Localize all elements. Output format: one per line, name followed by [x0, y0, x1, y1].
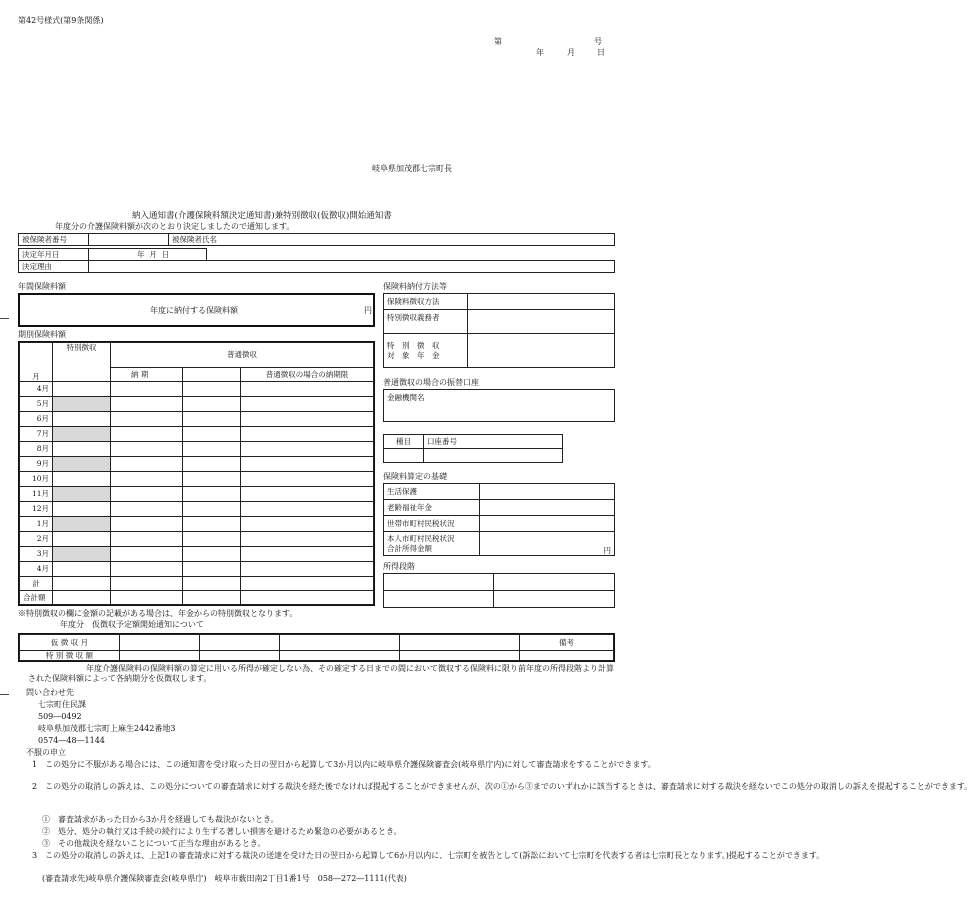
fold-mark: [0, 318, 9, 319]
period-special: [53, 547, 111, 562]
period-due-extra: [183, 502, 241, 517]
basis-household-label: 世帯市町村民税状況: [384, 516, 480, 532]
contact-phone: 0574―48―1144: [38, 736, 105, 745]
basis-income-value: 円: [480, 532, 615, 556]
method-value: [468, 294, 615, 310]
type-value: [384, 449, 424, 463]
method-label: 保険料徴収方法: [384, 294, 468, 310]
period-due: [111, 517, 183, 532]
provisional-table: [19, 634, 614, 661]
period-special: [53, 382, 111, 397]
issuer: 岐阜県加茂郡七宗町長: [372, 164, 452, 173]
decision-reason-value: [89, 261, 615, 273]
type-label: 種目: [384, 435, 424, 449]
period-month: 8月: [20, 442, 53, 457]
prov-amount-2: [200, 650, 280, 660]
target-pension-label: [384, 334, 468, 368]
period-total-row-cell: [111, 577, 183, 591]
remarks-label: 備考: [520, 635, 614, 651]
bank-table: [383, 389, 615, 422]
income-line-2: 合計所得金額: [387, 543, 432, 553]
normal-header: 普通徴収: [111, 343, 374, 368]
period-due: [111, 427, 183, 442]
stage-heading: 所得段階: [383, 562, 415, 571]
deadline-header: 普通徴収の場合の納期限: [241, 368, 374, 382]
appeal-p2: 2 この処分の取消しの訴えは、この処分についての審査請求に対する裁決を経た後でなければ提起することができませんが、次の①から③までのいずれかに該当するときは、審査請求に対する裁決を経ないでこの処分の取消しの訴えを提起することができます。: [32, 782, 972, 791]
obligor-value: [468, 310, 615, 334]
period-total-row-cell: [183, 577, 241, 591]
page-title: 納入通知書(介護保険料額決定通知書)兼特別徴収(仮徴収)開始通知書: [132, 211, 392, 221]
account-no-label: 口座番号: [424, 435, 563, 449]
target-line-1: 特 別 徴 収: [387, 341, 440, 351]
period-deadline: [241, 382, 374, 397]
period-due-extra: [183, 457, 241, 472]
period-deadline: [241, 412, 374, 427]
account-table: [383, 434, 563, 463]
period-due: [111, 487, 183, 502]
month-header: 月: [20, 343, 53, 382]
period-month: 4月: [20, 562, 53, 577]
appeal-item-3: ③ その他裁決を経ないことについて正当な理由があるとき。: [42, 839, 266, 848]
period-row: [20, 487, 374, 502]
period-month: 1月: [20, 517, 53, 532]
contact-address: 岐阜県加茂郡七宗町上麻生2442番地3: [38, 724, 176, 733]
decision-month: 月: [149, 249, 157, 259]
prov-amount-3: [280, 650, 400, 660]
prov-month-4: [400, 635, 520, 651]
basis-pension-value: [480, 500, 615, 516]
period-heading: 期別保険料額: [18, 330, 66, 339]
period-due-extra: [183, 517, 241, 532]
decision-reason-label: 決定理由: [19, 261, 89, 273]
provisional-month-label: 仮 徴 収 月: [20, 635, 120, 651]
period-row: [20, 427, 374, 442]
prov-amount-1: [120, 650, 200, 660]
period-special: [53, 397, 111, 412]
basis-household-value: [480, 516, 615, 532]
period-total-row: [20, 577, 374, 591]
period-special: [53, 517, 111, 532]
period-month: 3月: [20, 547, 53, 562]
contact-dept: 七宗町住民課: [38, 700, 86, 709]
institution-label: 金融機関名: [384, 390, 615, 406]
period-due-extra: [183, 427, 241, 442]
date-month: 月: [567, 48, 575, 57]
period-grand-total-row-cell: [183, 591, 241, 605]
period-due: [111, 532, 183, 547]
period-due-extra: [183, 547, 241, 562]
form-number: 第42号様式(第9条関係): [18, 16, 104, 25]
period-special: [53, 502, 111, 517]
stage-cell-1: [384, 574, 494, 591]
basis-table: [383, 483, 615, 556]
period-row: [20, 412, 374, 427]
period-month: 7月: [20, 427, 53, 442]
income-line-1: 本人市町村民税状況: [387, 534, 455, 544]
basis-welfare-value: [480, 484, 615, 500]
decision-date-label: 決定年月日: [19, 249, 89, 261]
period-total-row-label: 計: [20, 577, 53, 591]
date-year: 年: [536, 48, 544, 57]
period-row: [20, 517, 374, 532]
insured-name-value: [239, 234, 615, 246]
appeal-address: (審査請求先)岐阜県介護保険審査会(岐阜県庁) 岐阜市薮田南2丁目1番1号 058―272―1111(代表): [42, 874, 407, 883]
obligor-label: 特別徴収義務者: [384, 310, 468, 334]
period-total-row-cell: [53, 577, 111, 591]
period-due-extra: [183, 397, 241, 412]
basis-income-label: [384, 532, 480, 556]
period-due-extra: [183, 487, 241, 502]
period-deadline: [241, 427, 374, 442]
payment-table: [383, 293, 615, 368]
provisional-heading: 年度分 仮徴収予定額開始通知について: [60, 620, 204, 629]
period-month: 11月: [20, 487, 53, 502]
provisional-note: 年度介護保険料の保険料額の算定に用いる所得が確定しない為、その確定する日までの間において徴収する保険料に限り前年度の所得段階より計算された保険料額によって各納期分を仮徴収します。: [28, 664, 614, 683]
period-due: [111, 412, 183, 427]
period-deadline: [241, 547, 374, 562]
period-table: [19, 342, 374, 605]
period-special: [53, 532, 111, 547]
target-line-2: 対 象 年 金: [387, 350, 440, 360]
period-row: [20, 457, 374, 472]
stage-cell-4: [494, 591, 615, 608]
period-due-extra: [183, 442, 241, 457]
decision-table: [18, 248, 615, 273]
period-row: [20, 382, 374, 397]
period-due-extra: [183, 562, 241, 577]
insured-name-label: 被保険者氏名: [169, 234, 239, 246]
basis-heading: 保険料算定の基礎: [383, 472, 447, 481]
period-deadline: [241, 532, 374, 547]
annual-heading: 年間保険料額: [18, 282, 66, 291]
period-deadline: [241, 487, 374, 502]
special-header: 特別徴収: [53, 343, 111, 382]
annual-unit: 円: [364, 306, 372, 315]
period-row: [20, 532, 374, 547]
insured-no-label: 被保険者番号: [19, 234, 89, 246]
period-special: [53, 412, 111, 427]
period-row: [20, 502, 374, 517]
period-special: [53, 442, 111, 457]
period-special: [53, 427, 111, 442]
period-due: [111, 502, 183, 517]
period-deadline: [241, 442, 374, 457]
period-special: [53, 562, 111, 577]
institution-value: [384, 406, 615, 422]
period-month: 5月: [20, 397, 53, 412]
payment-heading: 保険料納付方法等: [383, 282, 447, 291]
period-due-extra: [183, 532, 241, 547]
stage-cell-3: [384, 591, 494, 608]
period-deadline: [241, 502, 374, 517]
basic-info-table: [18, 233, 615, 246]
period-row: [20, 397, 374, 412]
period-special: [53, 487, 111, 502]
period-deadline: [241, 517, 374, 532]
decision-date-value: [89, 249, 207, 261]
prov-month-2: [200, 635, 280, 651]
period-due: [111, 472, 183, 487]
due-header: 納 期: [111, 368, 183, 382]
contact-heading: 問い合わせ先: [26, 688, 74, 697]
bank-heading: 普通徴収の場合の振替口座: [383, 378, 479, 387]
prov-month-3: [280, 635, 400, 651]
period-due: [111, 382, 183, 397]
period-due-extra: [183, 382, 241, 397]
period-grand-total-row-cell: [241, 591, 374, 605]
prov-month-1: [120, 635, 200, 651]
period-grand-total-row-label: 合計額: [20, 591, 53, 605]
basis-welfare-label: 生活保護: [384, 484, 480, 500]
period-row: [20, 472, 374, 487]
fold-mark-2: [0, 694, 9, 695]
basis-pension-label: 老齢福祉年金: [384, 500, 480, 516]
period-row: [20, 442, 374, 457]
period-grand-total-row: [20, 591, 374, 605]
decision-day: 日: [161, 249, 170, 259]
period-due: [111, 397, 183, 412]
period-deadline: [241, 397, 374, 412]
period-due-extra: [183, 472, 241, 487]
appeal-item-1: ① 審査請求があった日から3か月を経過しても裁決がないとき。: [42, 815, 279, 824]
period-grand-total-row-cell: [53, 591, 111, 605]
period-month: 4月: [20, 382, 53, 397]
decision-year: 年: [137, 249, 145, 259]
period-deadline: [241, 457, 374, 472]
account-no-value: [424, 449, 563, 463]
prov-amount-4: [400, 650, 520, 660]
stage-table: [383, 573, 615, 608]
period-month: 2月: [20, 532, 53, 547]
stage-cell-2: [494, 574, 615, 591]
target-pension-value: [468, 334, 615, 368]
date-day: 日: [597, 48, 605, 57]
annual-box: [18, 293, 375, 327]
period-due: [111, 547, 183, 562]
period-row: [20, 547, 374, 562]
period-due: [111, 457, 183, 472]
period-month: 12月: [20, 502, 53, 517]
period-month: 9月: [20, 457, 53, 472]
period-month: 6月: [20, 412, 53, 427]
intro-text: 年度分の介護保険料額が次のとおり決定しましたので通知します。: [55, 222, 295, 231]
doc-number-suffix: 号: [594, 37, 602, 46]
period-total-row-cell: [241, 577, 374, 591]
special-notice: ※特別徴収の欄に金額の記載がある場合は、年金からの特別徴収となります。: [18, 609, 298, 618]
period-deadline: [241, 472, 374, 487]
annual-box-label: 年度に納付する保険料額: [150, 306, 238, 315]
appeal-heading: 不服の申立: [26, 748, 66, 757]
provisional-amount-label: 特 別 徴 収 額: [20, 650, 120, 660]
period-due: [111, 442, 183, 457]
period-due: [111, 562, 183, 577]
appeal-p3: 3 この処分の取消しの訴えは、上記1の審査請求に対する裁決の送達を受けた日の翌日から起算して6か月以内に、七宗町を被告として(訴訟において七宗町を代表する者は七宗町長となります。)提起することができます。: [32, 851, 825, 860]
period-row: [20, 562, 374, 577]
period-deadline: [241, 562, 374, 577]
period-special: [53, 472, 111, 487]
insured-no-value: [89, 234, 169, 246]
doc-number-prefix: 第: [494, 37, 502, 46]
appeal-p1: 1 この処分に不服がある場合には、この通知書を受け取った日の翌日から起算して3か月以内に岐阜県介護保険審査会(岐阜県庁内)に対して審査請求をすることができます。: [32, 760, 656, 769]
period-grand-total-row-cell: [111, 591, 183, 605]
due-spacer: [183, 368, 241, 382]
remarks-value: [520, 650, 614, 660]
appeal-item-2: ② 処分、処分の執行又は手続の続行により生ずる著しい損害を避けるため緊急の必要があるとき。: [42, 827, 402, 836]
period-due-extra: [183, 412, 241, 427]
period-special: [53, 457, 111, 472]
period-month: 10月: [20, 472, 53, 487]
contact-postal: 509―0492: [38, 712, 82, 721]
